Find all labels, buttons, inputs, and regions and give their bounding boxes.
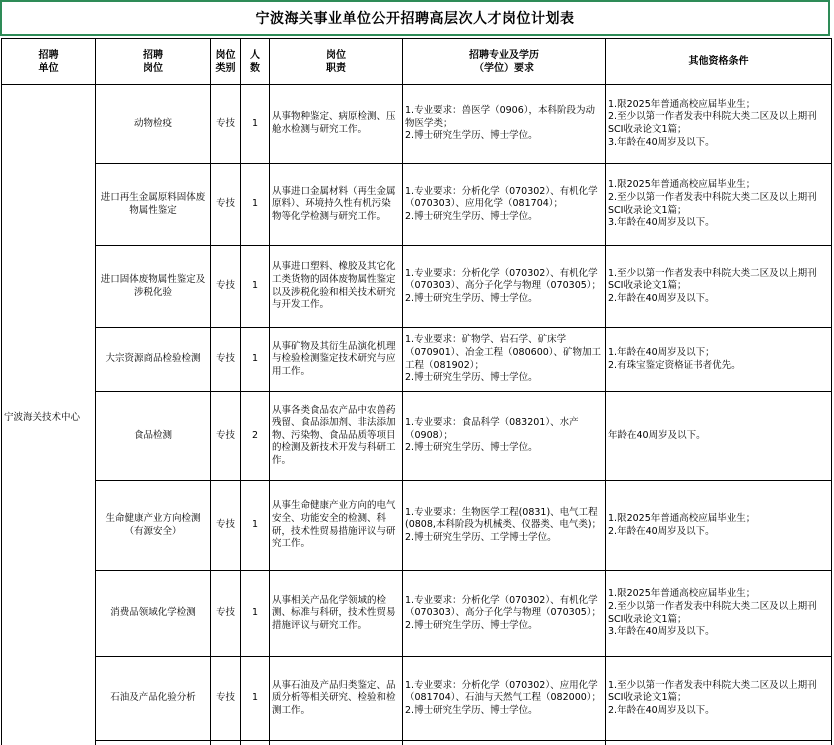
duty-cell: 从事物种鉴定、病原检测、压舱水检测与研究工作。 xyxy=(270,85,403,164)
position-cell: 消费品领域化学检测 xyxy=(96,571,211,657)
count-cell: 2 xyxy=(241,392,270,481)
table-row xyxy=(2,392,832,481)
duty-cell: 从事矿物及其衍生品演化机理与检验检测鉴定技术研究与应用工作。 xyxy=(270,328,403,392)
requirement-cell: 1.专业要求：分析化学（070302）、应用化学（081704）、石油与天然气工程（082000）； 2.博士研究生学历、博士学位。 xyxy=(403,657,606,741)
duty-cell: 从事进口塑料、橡胶及其它化工类货物的固体废物属性鉴定以及涉税化验和相关技术研究与开发工作。 xyxy=(270,246,403,328)
table-row xyxy=(2,481,832,571)
header-other: 其他资格条件 xyxy=(606,39,832,85)
category-cell: 专技 xyxy=(211,392,241,481)
category-cell: 专技 xyxy=(211,85,241,164)
position-cell: 动物检疫 xyxy=(96,85,211,164)
table-row xyxy=(2,164,832,246)
header-duty: 岗位 职责 xyxy=(270,39,403,85)
recruitment-table xyxy=(1,38,832,745)
unit-cell: 宁波海关技术中心 xyxy=(2,85,96,745)
table-row xyxy=(2,571,832,657)
category-cell: 专技 xyxy=(211,571,241,657)
duty-cell: 从事石油及产品归类鉴定、品质分析等相关研究、检验和检测工作。 xyxy=(270,657,403,741)
category-cell: 专技 xyxy=(211,481,241,571)
header-unit: 招聘 单位 xyxy=(2,39,96,85)
count-cell: 1 xyxy=(241,481,270,571)
category-cell: 专技 xyxy=(211,328,241,392)
table-row xyxy=(2,85,832,164)
duty-cell: 从事相关产品化学领域的检测、标准与科研，技术性贸易措施评议与研究工作。 xyxy=(270,571,403,657)
empty-cell xyxy=(241,741,270,745)
position-cell: 进口再生金属原料固体废物属性鉴定 xyxy=(96,164,211,246)
header-category: 岗位 类别 xyxy=(211,39,241,85)
empty-cell xyxy=(606,741,832,745)
other-cell: 年龄在40周岁及以下。 xyxy=(606,392,832,481)
requirement-cell: 1.专业要求：生物医学工程(0831)、电气工程(0808,本科阶段为机械类、仪器类、电气类)； 2.博士研究生学历、工学博士学位。 xyxy=(403,481,606,571)
header-position: 招聘 岗位 xyxy=(96,39,211,85)
other-cell: 1.限2025年普通高校应届毕业生； 2.至少以第一作者发表中科院大类二区及以上期刊SCI收录论文1篇； 3.年龄在40周岁及以下。 xyxy=(606,571,832,657)
count-cell: 1 xyxy=(241,571,270,657)
requirement-cell: 1.专业要求：分析化学（070302）、有机化学（070303）、高分子化学与物理（070305）； 2.博士研究生学历、博士学位。 xyxy=(403,571,606,657)
empty-cell xyxy=(270,741,403,745)
duty-cell: 从事进口金属材料（再生金属原料）、环境持久性有机污染物等化学检测与研究工作。 xyxy=(270,164,403,246)
page-title: 宁波海关事业单位公开招聘高层次人才岗位计划表 xyxy=(0,0,830,36)
count-cell: 1 xyxy=(241,657,270,741)
other-cell: 1.至少以第一作者发表中科院大类二区及以上期刊SCI收录论文1篇； 2.年龄在40周岁及以下。 xyxy=(606,246,832,328)
other-cell: 1.至少以第一作者发表中科院大类二区及以上期刊SCI收录论文1篇； 2.年龄在40周岁及以下。 xyxy=(606,657,832,741)
table-row xyxy=(2,246,832,328)
requirement-cell: 1.专业要求：分析化学（070302）、有机化学（070303）、应用化学（081704）； 2.博士研究生学历、博士学位。 xyxy=(403,164,606,246)
header-row xyxy=(2,39,832,85)
table-row xyxy=(2,657,832,741)
requirement-cell: 1.专业要求：矿物学、岩石学、矿床学（070901）、冶金工程（080600）、矿物加工工程（081902）； 2.博士研究生学历、博士学位。 xyxy=(403,328,606,392)
header-count: 人 数 xyxy=(241,39,270,85)
other-cell: 1.限2025年普通高校应届毕业生； 2.至少以第一作者发表中科院大类二区及以上期刊SCI收录论文1篇； 3.年龄在40周岁及以下。 xyxy=(606,85,832,164)
category-cell: 专技 xyxy=(211,657,241,741)
position-cell: 石油及产品化验分析 xyxy=(96,657,211,741)
empty-cell xyxy=(403,741,606,745)
empty-cell xyxy=(211,741,241,745)
count-cell: 1 xyxy=(241,328,270,392)
count-cell: 1 xyxy=(241,85,270,164)
requirement-cell: 1.专业要求：兽医学（0906），本科阶段为动物医学类； 2.博士研究生学历、博士学位。 xyxy=(403,85,606,164)
requirement-cell: 1.专业要求：食品科学（083201）、水产（0908）； 2.博士研究生学历、博士学位。 xyxy=(403,392,606,481)
duty-cell: 从事生命健康产业方向的电气安全、功能安全的检测、科研，技术性贸易措施评议与研究工作。 xyxy=(270,481,403,571)
other-cell: 1.年龄在40周岁及以下； 2.有珠宝鉴定资格证书者优先。 xyxy=(606,328,832,392)
table-row xyxy=(2,328,832,392)
empty-cell xyxy=(96,741,211,745)
position-cell: 大宗资源商品检验检测 xyxy=(96,328,211,392)
other-cell: 1.限2025年普通高校应届毕业生； 2.年龄在40周岁及以下。 xyxy=(606,481,832,571)
position-cell: 进口固体废物属性鉴定及涉税化验 xyxy=(96,246,211,328)
header-requirement: 招聘专业及学历 （学位）要求 xyxy=(403,39,606,85)
category-cell: 专技 xyxy=(211,164,241,246)
category-cell: 专技 xyxy=(211,246,241,328)
count-cell: 1 xyxy=(241,246,270,328)
duty-cell: 从事各类食品农产品中农兽药残留、食品添加剂、非法添加物、污染物、食品品质等项目的检测及新技术开发与科研工作。 xyxy=(270,392,403,481)
count-cell: 1 xyxy=(241,164,270,246)
position-cell: 生命健康产业方向检测 （有源安全） xyxy=(96,481,211,571)
position-cell: 食品检测 xyxy=(96,392,211,481)
requirement-cell: 1.专业要求：分析化学（070302）、有机化学（070303）、高分子化学与物理（070305）； 2.博士研究生学历、博士学位。 xyxy=(403,246,606,328)
table-row xyxy=(2,741,832,745)
other-cell: 1.限2025年普通高校应届毕业生； 2.至少以第一作者发表中科院大类二区及以上期刊SCI收录论文1篇； 3.年龄在40周岁及以下。 xyxy=(606,164,832,246)
